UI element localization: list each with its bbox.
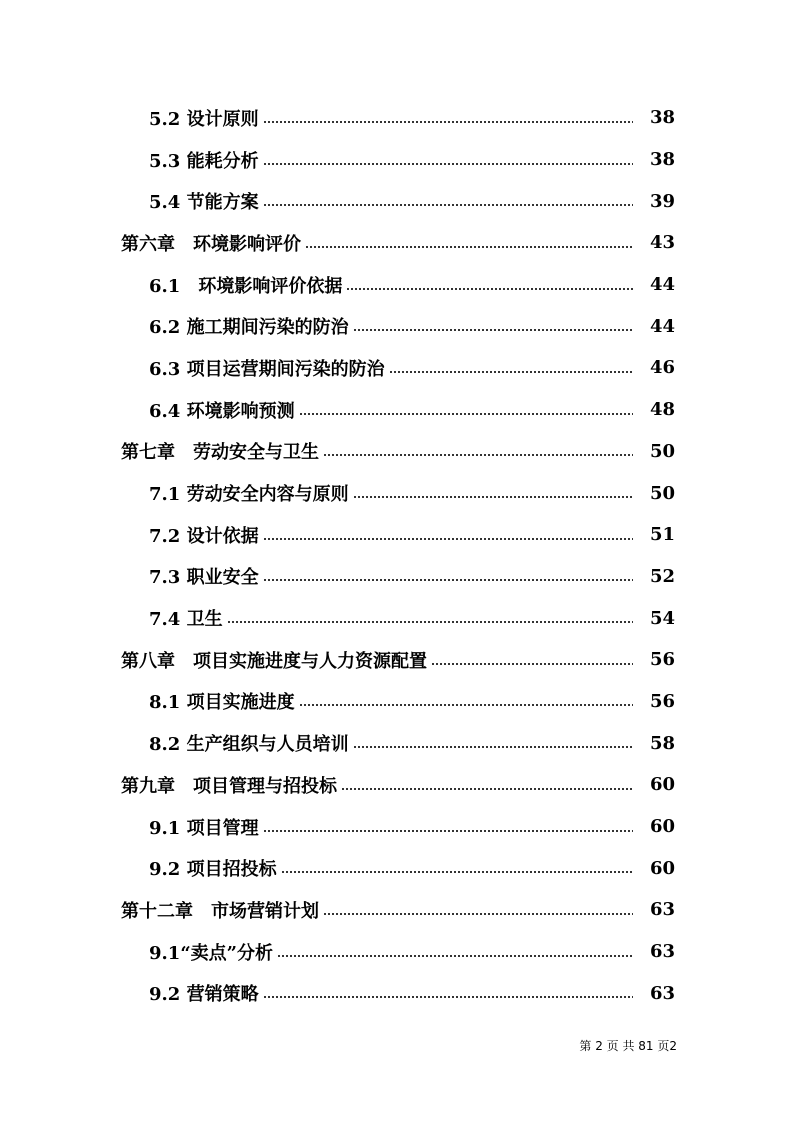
toc-entry-page-number: 56 bbox=[649, 649, 675, 671]
toc-dot-leader bbox=[323, 913, 633, 915]
toc-entry-page-number: 52 bbox=[649, 565, 675, 587]
toc-entry-title: 5.4 节能方案 bbox=[149, 192, 259, 214]
toc-entry-title: 第九章 项目管理与招投标 bbox=[121, 775, 337, 797]
toc-entry-page-number: 54 bbox=[649, 607, 675, 629]
toc-section-entry[interactable] bbox=[0, 264, 794, 306]
toc-chapter-entry[interactable] bbox=[0, 431, 794, 473]
toc-dot-leader bbox=[227, 621, 633, 623]
toc-dot-leader bbox=[299, 413, 633, 415]
toc-section-entry[interactable] bbox=[0, 514, 794, 556]
toc-dot-leader bbox=[323, 454, 633, 456]
toc-entry-page-number: 44 bbox=[649, 315, 675, 337]
toc-section-entry[interactable] bbox=[0, 931, 794, 973]
toc-dot-leader bbox=[353, 746, 633, 748]
toc-entry-title: 5.2 设计原则 bbox=[149, 108, 259, 130]
toc-entry-page-number: 56 bbox=[649, 690, 675, 712]
toc-entry-title: 9.2 营销策略 bbox=[149, 984, 259, 1006]
toc-entry-page-number: 44 bbox=[649, 274, 675, 296]
toc-dot-leader bbox=[353, 329, 633, 331]
toc-chapter-entry[interactable] bbox=[0, 222, 794, 264]
toc-entry-title: 6.1 环境影响评价依据 bbox=[149, 275, 343, 297]
toc-dot-leader bbox=[263, 163, 633, 165]
toc-section-entry[interactable] bbox=[0, 597, 794, 639]
toc-entry-page-number: 63 bbox=[649, 941, 675, 963]
toc-entry-title: 8.2 生产组织与人员培训 bbox=[149, 734, 349, 756]
toc-entry-title: 7.4 卫生 bbox=[149, 609, 223, 631]
toc-section-entry[interactable] bbox=[0, 722, 794, 764]
toc-entry-title: 6.3 项目运营期间污染的防治 bbox=[149, 358, 385, 380]
toc-dot-leader bbox=[305, 246, 633, 248]
toc-dot-leader bbox=[299, 704, 633, 706]
toc-dot-leader bbox=[353, 496, 633, 498]
toc-entry-page-number: 60 bbox=[649, 816, 675, 838]
toc-dot-leader bbox=[263, 538, 633, 540]
toc-entry-title: 7.2 设计依据 bbox=[149, 525, 259, 547]
toc-section-entry[interactable] bbox=[0, 97, 794, 139]
toc-entry-title: 第八章 项目实施进度与人力资源配置 bbox=[121, 650, 427, 672]
toc-entry-title: 9.2 项目招投标 bbox=[149, 859, 277, 881]
toc-entry-page-number: 38 bbox=[649, 107, 675, 129]
toc-dot-leader bbox=[389, 371, 633, 373]
toc-entry-title: 第七章 劳动安全与卫生 bbox=[121, 442, 319, 464]
toc-dot-leader bbox=[431, 663, 633, 665]
toc-dot-leader bbox=[263, 996, 633, 998]
toc-entry-page-number: 50 bbox=[649, 440, 675, 462]
toc-entry-title: 6.4 环境影响预测 bbox=[149, 400, 295, 422]
toc-chapter-entry[interactable] bbox=[0, 639, 794, 681]
toc-entry-page-number: 51 bbox=[649, 524, 675, 546]
table-of-contents bbox=[0, 97, 794, 1014]
toc-section-entry[interactable] bbox=[0, 139, 794, 181]
page-footer: 第 2 页 共 81 页2 bbox=[579, 1039, 677, 1053]
toc-dot-leader bbox=[341, 788, 633, 790]
toc-dot-leader bbox=[263, 579, 633, 581]
toc-entry-page-number: 50 bbox=[649, 482, 675, 504]
toc-section-entry[interactable] bbox=[0, 681, 794, 723]
toc-entry-title: 9.1 项目管理 bbox=[149, 817, 259, 839]
toc-entry-page-number: 60 bbox=[649, 774, 675, 796]
toc-entry-title: 7.1 劳动安全内容与原则 bbox=[149, 484, 349, 506]
toc-section-entry[interactable] bbox=[0, 847, 794, 889]
toc-entry-title: 5.3 能耗分析 bbox=[149, 150, 259, 172]
toc-section-entry[interactable] bbox=[0, 472, 794, 514]
toc-section-entry[interactable] bbox=[0, 305, 794, 347]
toc-entry-title: 7.3 职业安全 bbox=[149, 567, 259, 589]
toc-entry-title: 9.1“卖点”分析 bbox=[149, 942, 274, 964]
toc-entry-title: 第六章 环境影响评价 bbox=[121, 233, 301, 255]
toc-entry-page-number: 58 bbox=[649, 732, 675, 754]
toc-dot-leader bbox=[263, 121, 633, 123]
toc-entry-page-number: 43 bbox=[649, 232, 675, 254]
toc-entry-page-number: 63 bbox=[649, 899, 675, 921]
toc-dot-leader bbox=[263, 204, 633, 206]
toc-section-entry[interactable] bbox=[0, 556, 794, 598]
toc-entry-page-number: 48 bbox=[649, 399, 675, 421]
toc-entry-page-number: 38 bbox=[649, 149, 675, 171]
toc-chapter-entry[interactable] bbox=[0, 889, 794, 931]
toc-entry-page-number: 63 bbox=[649, 982, 675, 1004]
toc-entry-title: 第十二章 市场营销计划 bbox=[121, 900, 319, 922]
toc-dot-leader bbox=[277, 955, 633, 957]
toc-entry-page-number: 39 bbox=[649, 190, 675, 212]
toc-dot-leader bbox=[263, 830, 633, 832]
toc-section-entry[interactable] bbox=[0, 972, 794, 1014]
toc-section-entry[interactable] bbox=[0, 347, 794, 389]
toc-chapter-entry[interactable] bbox=[0, 764, 794, 806]
toc-section-entry[interactable] bbox=[0, 180, 794, 222]
toc-entry-page-number: 60 bbox=[649, 857, 675, 879]
toc-entry-title: 8.1 项目实施进度 bbox=[149, 692, 295, 714]
toc-dot-leader bbox=[346, 288, 633, 290]
toc-entry-page-number: 46 bbox=[649, 357, 675, 379]
toc-entry-title: 6.2 施工期间污染的防治 bbox=[149, 317, 349, 339]
toc-section-entry[interactable] bbox=[0, 389, 794, 431]
toc-dot-leader bbox=[281, 871, 633, 873]
toc-section-entry[interactable] bbox=[0, 806, 794, 848]
